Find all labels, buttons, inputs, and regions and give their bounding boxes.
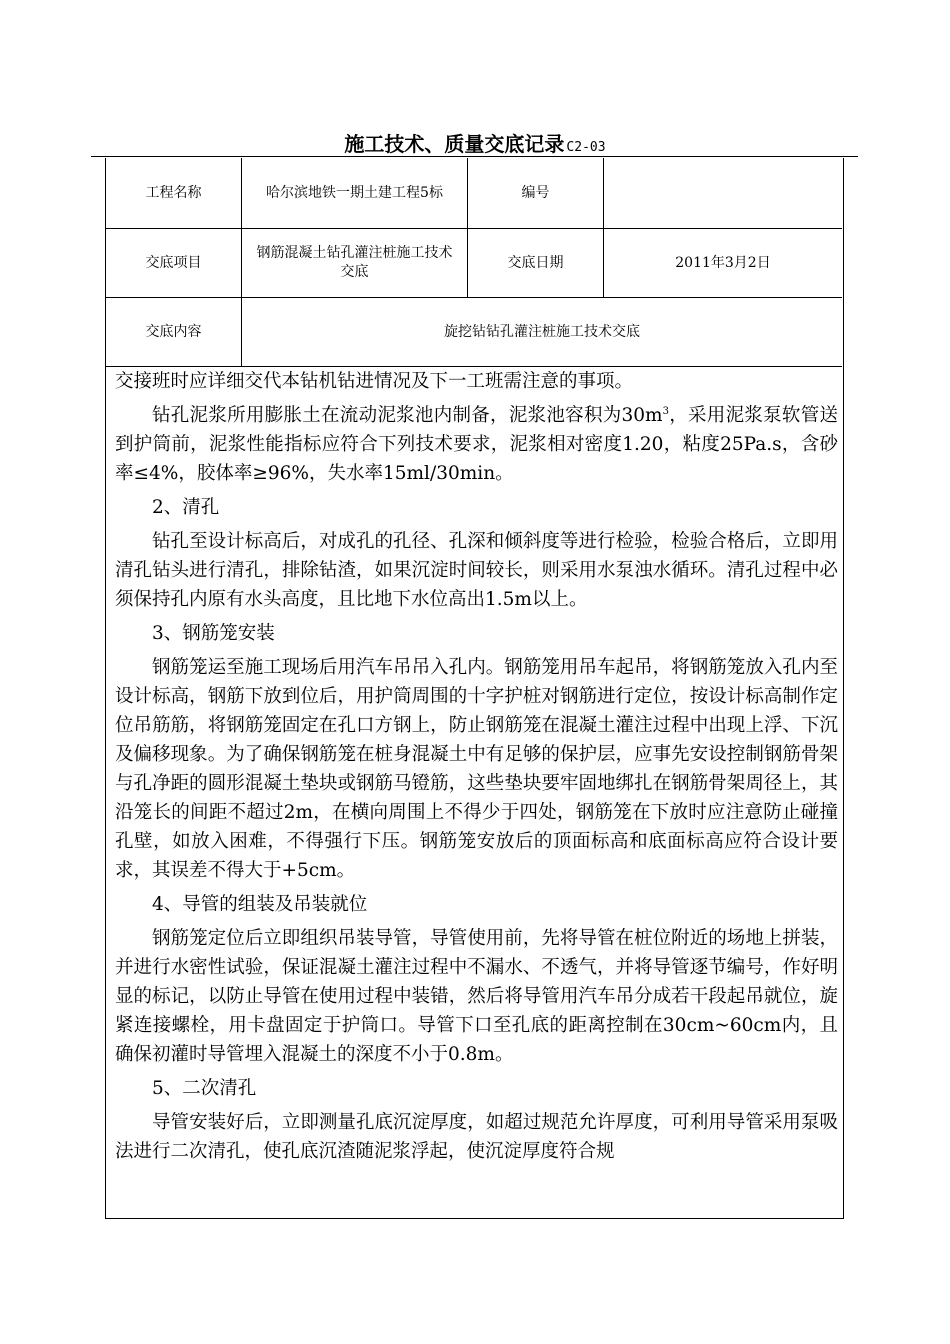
section-heading-second-cleaning: 5、二次清孔	[152, 1078, 257, 1099]
section-heading-rebar-cage: 3、钢筋笼安装	[152, 623, 275, 644]
date-label: 交底日期	[507, 254, 564, 271]
project-name-value: 哈尔滨地铁一期土建工程5标	[266, 184, 443, 201]
disclosure-body	[115, 367, 838, 1171]
paragraph: 钢筋笼运至施工现场后用汽车吊吊入孔内。钢筋笼用吊车起吊，将钢筋笼放入孔内至设计标高，钢筋下放到位后，用护筒周围的十字护桩对钢筋进行定位，按设计标高制作定位吊筋筋，将钢筋笼固定在孔口方钢上，防止钢筋笼在混凝土灌注过程中出现上浮、下沉及偏移现象。为了确保钢筋笼在桩身混凝土中有足够的保护层，应事先安设控制钢筋骨架与孔净距的圆形混凝土垫块或钢筋马镫筋，这些垫块要牢固地绑扎在钢筋骨架周径上，其沿笼长的间距不超过2m，在横向周围上不得少于四处，钢筋笼在下放时应注意防止碰撞孔壁，如放入困难，不得强行下压。钢筋笼安放后的顶面标高和底面标高应符合设计要求，其误差不得大于+5cm。	[115, 657, 838, 881]
item-label: 交底项目	[145, 254, 202, 271]
section-heading-cleaning: 2、清孔	[152, 497, 220, 518]
superscript: 3	[662, 405, 669, 417]
form-code: C2-03	[566, 140, 606, 155]
title-text: 施工技术、质量交底记录	[344, 132, 565, 156]
paragraph-mud: 钻孔泥浆所用膨胀土在流动泥浆池内制备，泥浆池容积为$30m^3$，采用泥浆泵软管送到护筒前，泥浆性能指标应符合下列技术要求，泥浆相对密度1.20，粘度25Pa.s，含砂率≤4%，胶体率≥96%，失水率15ml/30min。	[115, 405, 838, 484]
paragraph: 钻孔至设计标高后，对成孔的孔径、孔深和倾斜度等进行检验，检验合格后，立即用清孔钻头进行清孔，排除钻渣，如果沉淀时间较长，则采用水泵浊水循环。清孔过程中必须保持孔内原有水头高度，且比地下水位高出1.5m以上。	[115, 531, 838, 610]
item-value: 钢筋混凝土钻孔灌注桩施工技术交底	[256, 245, 453, 280]
content-label: 交底内容	[145, 323, 202, 340]
section-heading-conduit: 4、导管的组装及吊装就位	[152, 894, 368, 915]
number-label: 编号	[521, 184, 550, 201]
content-value: 旋挖钻钻孔灌注桩施工技术交底	[444, 323, 640, 340]
paragraph: 交接班时应详细交代本钻机钻进情况及下一工班需注意的事项。	[115, 371, 634, 392]
top-rule	[91, 156, 858, 157]
paragraph: 钢筋笼定位后立即组织吊装导管，导管使用前，先将导管在桩位附近的场地上拼装，并进行水密性试验，保证混凝土灌注过程中不漏水、不透气，并将导管逐节编号，作好明显的标记，以防止导管在使用过程中装错，然后将导管用汽车吊分成若干段起吊就位，旋紧连接螺栓，用卡盘固定于护筒口。导管下口至孔底的距离控制在30cm~60cm内，且确保初灌时导管埋入混凝土的深度不小于0.8m。	[115, 928, 838, 1065]
date-value: 2011年3月2日	[675, 254, 771, 271]
paragraph: 导管安装好后，立即测量孔底沉淀厚度，如超过规范允许厚度，可利用导管采用泵吸法进行二次清孔，使孔底沉渣随泥浆浮起，使沉淀厚度符合规	[115, 1112, 838, 1162]
number-value	[604, 158, 842, 228]
project-name-label: 工程名称	[145, 184, 202, 201]
